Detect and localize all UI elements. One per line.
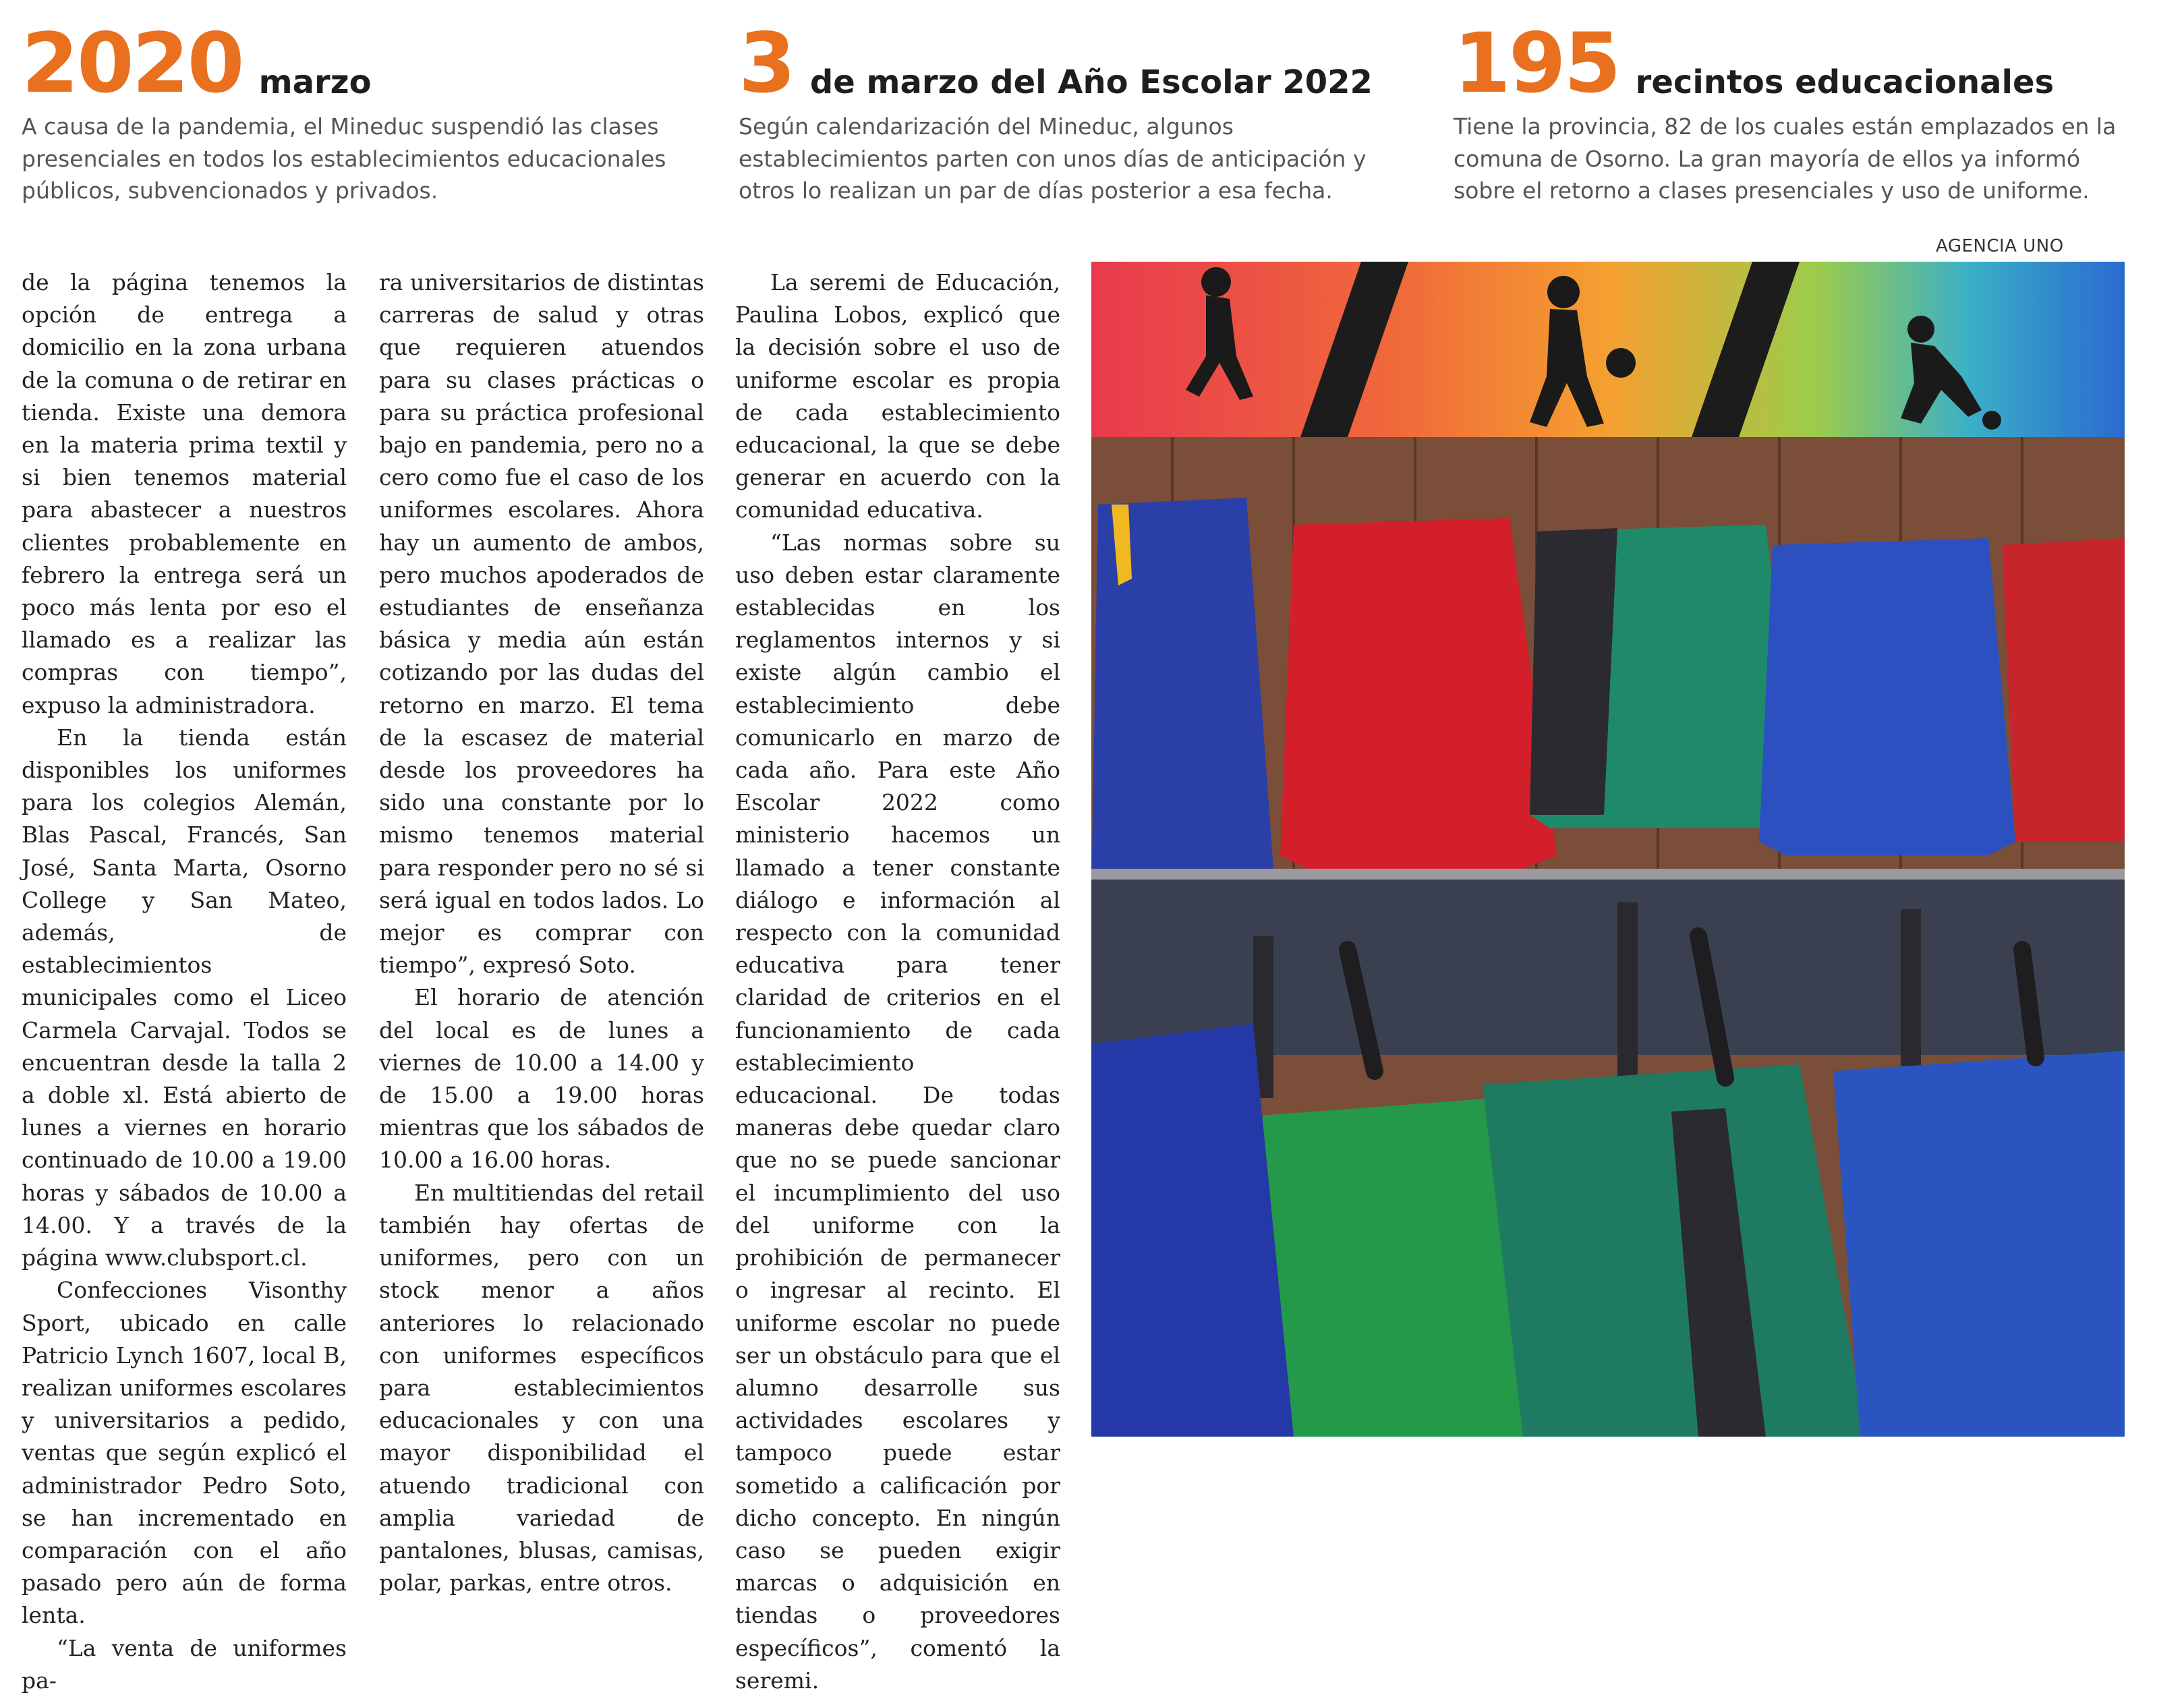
stat-number: 3	[739, 16, 794, 111]
paragraph: El horario de atención del local es de lunes a viernes de 10.00 a 14.00 y de 15.00 a 19.00 horas mientras que los sábados de 10.00 a 16.00 horas.	[379, 984, 704, 1174]
article-column-3	[735, 266, 1060, 1697]
stat-label: recintos educacionales	[1635, 63, 2054, 101]
article-column-1	[22, 266, 347, 1697]
blue-jacket	[1759, 538, 2015, 855]
stat-text: A causa de la pandemia, el Mineduc suspendió las clases presenciales en todos los establecimientos educacionales públicos, subvencionados y privados.	[22, 113, 666, 204]
photo-credit: AGENCIA UNO	[1936, 236, 2064, 256]
blue-sweater	[1833, 1051, 2125, 1437]
stat-block-195	[1454, 16, 2135, 207]
paragraph: “La venta de uniformes pa-	[22, 1634, 347, 1694]
uniform-store-photo	[1091, 262, 2125, 1437]
stat-number: 2020	[22, 16, 243, 111]
stat-text: Según calendarización del Mineduc, algunos establecimientos parten con unos días de anticipación y otros lo realizan un par de días posterior a esa fecha.	[739, 113, 1367, 204]
stat-block-3-marzo	[739, 16, 1420, 207]
stat-block-2020	[22, 16, 703, 207]
paragraph: La seremi de Educación, Paulina Lobos, explicó que la decisión sobre el uso de uniforme escolar es propia de cada establecimiento educacional, la que se debe generar en acuerdo con la comunidad educativa.	[735, 269, 1060, 523]
jacket-panel	[1530, 528, 1617, 815]
stat-text: Tiene la provincia, 82 de los cuales están emplazados en la comuna de Osorno. La gran mayoría de ellos ya informó sobre el retorno a clases presenciales y uso de uniforme.	[1454, 113, 2117, 204]
paragraph: Confecciones Visonthy Sport, ubicado en calle Patricio Lynch 1607, local B, realizan uniformes escolares y universitarios a pedido, ventas que según explicó el administrador Pedro Soto, se han incrementado en comparación con el año pasado pero aún de forma lenta.	[22, 1277, 347, 1629]
paragraph: “Las normas sobre su uso deben estar claramente establecidas en los reglamentos internos y si existe algún cambio el establecimiento debe comunicarlo en marzo de cada año. Para este Año Escolar 2022 como ministerio hacemos un llamado a tener constante diálogo e información al respecto con la comunidad educativa para tener claridad de criterios en el funcionamiento de cada establecimiento educacional. De todas maneras debe quedar claro que no se puede sancionar el incumplimiento del uso del uniforme con la prohibición de permanecer o ingresar al recinto. El uniforme escolar no puede ser un obstáculo para que el alumno desarrolle sus actividades escolares y tampoco puede estar sometido a calificación por dicho concepto. En ningún caso se pueden exigir marcas o adquisición en tiendas o proveedores específicos”, comentó la seremi.	[735, 529, 1060, 1694]
red-jacket	[2002, 538, 2125, 842]
red-jacket	[1280, 518, 1557, 869]
paragraph: En multitiendas del retail también hay ofertas de uniformes, pero con un stock menor a años anteriores lo relacionado con uniformes específicos para establecimientos educacionales y con una mayor disponibilidad el atuendo tradicional con amplia variedad de pantalones, blusas, camisas, polar, parkas, entre otros.	[379, 1179, 704, 1597]
article-column-2	[379, 266, 704, 1599]
stat-label: marzo	[258, 63, 372, 101]
paragraph: ra universitarios de distintas carreras de salud y otras que requieren atuendos para su clases prácticas o para su práctica profesional bajo en pandemia, pero no a cero como fue el caso de los uniformes escolares. Ahora hay un aumento de ambos, pero muchos apoderados de estudiantes de enseñanza básica y media aún están cotizando por las dudas del retorno en marzo. El tema de la escasez de material desde los proveedores ha sido una constante por lo mismo tenemos material para responder pero no sé si será igual en todos lados. Lo mejor es comprar con tiempo”, expresó Soto.	[379, 269, 704, 979]
stat-label: de marzo del Año Escolar 2022	[809, 63, 1373, 101]
paragraph: En la tienda están disponibles los uniformes para los colegios Alemán, Blas Pascal, Francés, San José, Santa Marta, Osorno College y San Mateo, además, de establecimientos municipales como el Liceo Carmela Carvajal. Todos se encuentran desde la talla 2 a doble xl. Está abierto de lunes a viernes en horario continuado de 10.00 a 19.00 horas y sábados de 10.00 a 14.00. Y a través de la página www.clubsport.cl.	[22, 724, 347, 1271]
clothing-rail	[1091, 869, 2125, 880]
stat-number: 195	[1454, 16, 1619, 111]
paragraph: de la página tenemos la opción de entrega a domicilio en la zona urbana de la comuna o de retirar en tienda. Existe una demora en la materia prima textil y si bien tenemos material para abastecer a nuestros clientes probablemente en febrero la entrega será un poco más lenta por eso el llamado es a realizar las compras con tiempo”, expuso la administradora.	[22, 269, 347, 718]
photo-illustration	[1091, 262, 2125, 1437]
